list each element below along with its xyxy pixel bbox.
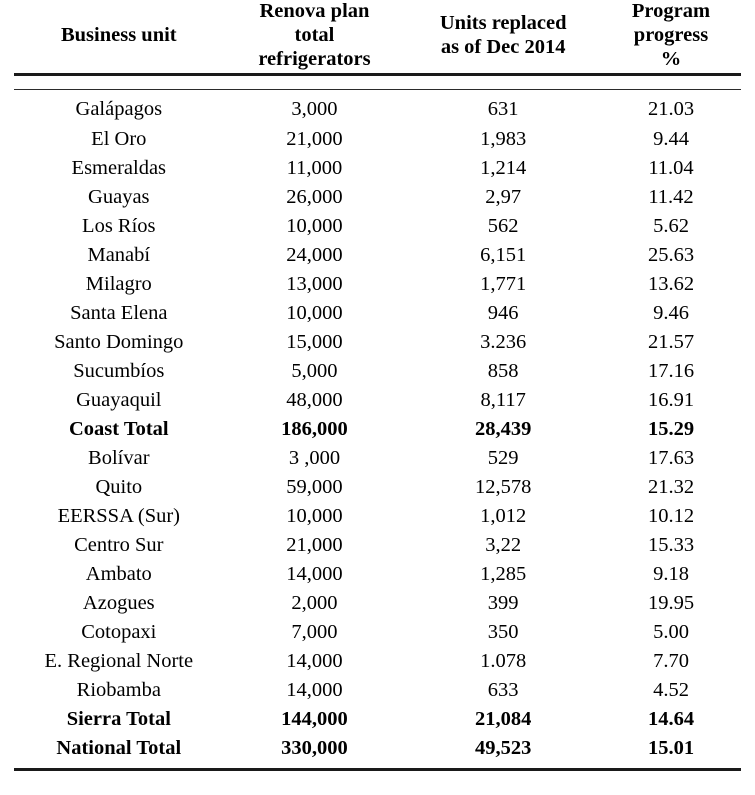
table-row (14, 589, 741, 618)
cell-program-progress: 21.03 (647, 98, 695, 121)
cell-program-progress: 5.00 (653, 620, 689, 643)
cell-units-replaced: 12,578 (474, 475, 532, 498)
cell-program-progress: 13.62 (647, 272, 695, 295)
cell-plan-total: 10,000 (286, 301, 343, 324)
cell-business-unit: Milagro (85, 272, 152, 295)
table-row (14, 124, 741, 153)
cell-program-progress: 15.33 (647, 533, 695, 556)
cell-business-unit: Guayaquil (76, 388, 162, 411)
cell-units-replaced: 28,439 (474, 417, 532, 440)
table-row (14, 676, 741, 705)
cell-program-progress: 14.64 (647, 707, 695, 730)
header-line: progress (633, 23, 709, 46)
column-header-renova-plan-total (224, 0, 406, 75)
cell-business-unit: Guayas (88, 185, 150, 208)
cell-units-replaced: 2,97 (485, 185, 522, 208)
cell-program-progress: 11.42 (648, 185, 694, 208)
cell-plan-total: 24,000 (286, 243, 343, 266)
cell-business-unit: Quito (95, 475, 143, 498)
cell-plan-total: 21,000 (286, 127, 343, 150)
table-row (14, 502, 741, 531)
cell-program-progress: 17.63 (647, 446, 695, 469)
cell-program-progress: 4.52 (653, 678, 689, 701)
header-top-spacer (14, 76, 741, 83)
cell-program-progress: 9.18 (653, 562, 689, 585)
cell-units-replaced: 1.078 (480, 649, 527, 672)
cell-units-replaced: 3.236 (480, 330, 527, 353)
cell-units-replaced: 1,012 (480, 504, 527, 527)
cell-plan-total: 3,000 (291, 98, 338, 121)
table-row (14, 153, 741, 182)
cell-business-unit: Riobamba (76, 678, 161, 701)
cell-units-replaced: 3,22 (485, 533, 522, 556)
cell-plan-total: 13,000 (286, 272, 343, 295)
cell-units-replaced: 633 (487, 678, 519, 701)
cell-business-unit: Los Ríos (82, 214, 156, 237)
cell-units-replaced: 350 (487, 620, 519, 643)
cell-plan-total: 11,000 (286, 156, 343, 179)
cell-program-progress: 11.04 (648, 156, 694, 179)
cell-plan-total: 2,000 (291, 591, 338, 614)
renova-plan-table (14, 0, 741, 771)
table-row (14, 327, 741, 356)
table-row (14, 385, 741, 414)
cell-business-unit: Bolívar (88, 446, 150, 469)
table-row (14, 240, 741, 269)
cell-plan-total: 7,000 (291, 620, 338, 643)
cell-business-unit: Santa Elena (70, 301, 168, 324)
column-header-program-progress (601, 0, 741, 75)
table-row-total (14, 734, 741, 763)
cell-units-replaced: 49,523 (474, 736, 532, 759)
cell-plan-total: 26,000 (286, 185, 343, 208)
cell-program-progress: 9.46 (653, 301, 689, 324)
cell-program-progress: 19.95 (647, 591, 695, 614)
cell-business-unit: E. Regional Norte (44, 649, 194, 672)
header-line: refrigerators (258, 47, 371, 70)
table-row (14, 211, 741, 240)
header-line: Renova plan (259, 0, 370, 22)
cell-program-progress: 10.12 (647, 504, 695, 527)
cell-business-unit: Centro Sur (74, 533, 164, 556)
cell-units-replaced: 1,214 (480, 156, 527, 179)
cell-plan-total: 15,000 (286, 330, 343, 353)
cell-business-unit: Coast Total (68, 417, 169, 440)
cell-units-replaced: 529 (487, 446, 519, 469)
cell-program-progress: 15.29 (647, 417, 695, 440)
cell-program-progress: 16.91 (647, 388, 695, 411)
cell-program-progress: 5.62 (653, 214, 689, 237)
table-row (14, 618, 741, 647)
table-row-total (14, 705, 741, 734)
cell-business-unit: Sierra Total (66, 707, 171, 730)
cell-program-progress: 7.70 (653, 649, 689, 672)
cell-program-progress: 17.16 (647, 359, 695, 382)
cell-plan-total: 14,000 (286, 562, 343, 585)
cell-business-unit: Santo Domingo (54, 330, 184, 353)
cell-plan-total: 10,000 (286, 214, 343, 237)
cell-program-progress: 25.63 (647, 243, 695, 266)
cell-program-progress: 21.32 (647, 475, 695, 498)
cell-units-replaced: 631 (487, 98, 519, 121)
cell-plan-total: 10,000 (286, 504, 343, 527)
cell-plan-total: 21,000 (286, 533, 343, 556)
cell-plan-total: 14,000 (286, 649, 343, 672)
cell-business-unit: National Total (56, 736, 182, 759)
header-line: Program (631, 0, 711, 22)
cell-plan-total: 5,000 (291, 359, 338, 382)
table-row (14, 269, 741, 298)
table-bottom-rule (14, 769, 741, 771)
table-header (14, 0, 741, 75)
table-row (14, 647, 741, 676)
cell-plan-total: 59,000 (286, 475, 343, 498)
cell-plan-total: 3 ,000 (288, 446, 341, 469)
table-row (14, 473, 741, 502)
column-header-business-unit (14, 0, 224, 75)
cell-program-progress: 21.57 (647, 330, 695, 353)
cell-units-replaced: 21,084 (474, 707, 532, 730)
cell-units-replaced: 8,117 (480, 388, 526, 411)
cell-business-unit: Sucumbíos (73, 359, 165, 382)
table-row-total (14, 414, 741, 443)
cell-business-unit: EERSSA (Sur) (57, 504, 181, 527)
cell-business-unit: Azogues (82, 591, 155, 614)
cell-units-replaced: 1,285 (480, 562, 527, 585)
cell-business-unit: Ambato (85, 562, 152, 585)
table-row (14, 560, 741, 589)
cell-units-replaced: 1,771 (480, 272, 527, 295)
cell-plan-total: 144,000 (281, 707, 348, 730)
cell-business-unit: El Oro (91, 127, 147, 150)
table-row (14, 356, 741, 385)
cell-units-replaced: 858 (487, 359, 519, 382)
cell-units-replaced: 6,151 (480, 243, 527, 266)
cell-plan-total: 14,000 (286, 678, 343, 701)
table-row (14, 298, 741, 327)
cell-plan-total: 186,000 (281, 417, 348, 440)
cell-plan-total: 48,000 (286, 388, 343, 411)
table-row (14, 182, 741, 211)
cell-units-replaced: 562 (487, 214, 519, 237)
cell-business-unit: Esmeraldas (71, 156, 167, 179)
cell-units-replaced: 399 (487, 591, 519, 614)
table-row (14, 95, 741, 124)
header-line: total (294, 23, 335, 46)
cell-units-replaced: 1,983 (480, 127, 527, 150)
header-line: Units replaced (439, 11, 567, 34)
table-row (14, 443, 741, 472)
table-body (14, 95, 741, 762)
header-row (14, 0, 741, 75)
header-line: as of Dec 2014 (440, 35, 566, 58)
cell-program-progress: 15.01 (647, 736, 695, 759)
column-header-units-replaced (405, 0, 601, 75)
cell-plan-total: 330,000 (281, 736, 348, 759)
cell-business-unit: Cotopaxi (81, 620, 157, 643)
cell-units-replaced: 946 (487, 301, 519, 324)
cell-program-progress: 9.44 (653, 127, 689, 150)
table-row (14, 531, 741, 560)
header-line: % (660, 47, 682, 70)
cell-business-unit: Manabí (87, 243, 151, 266)
header-line: Business unit (60, 23, 177, 46)
cell-business-unit: Galápagos (75, 98, 163, 121)
